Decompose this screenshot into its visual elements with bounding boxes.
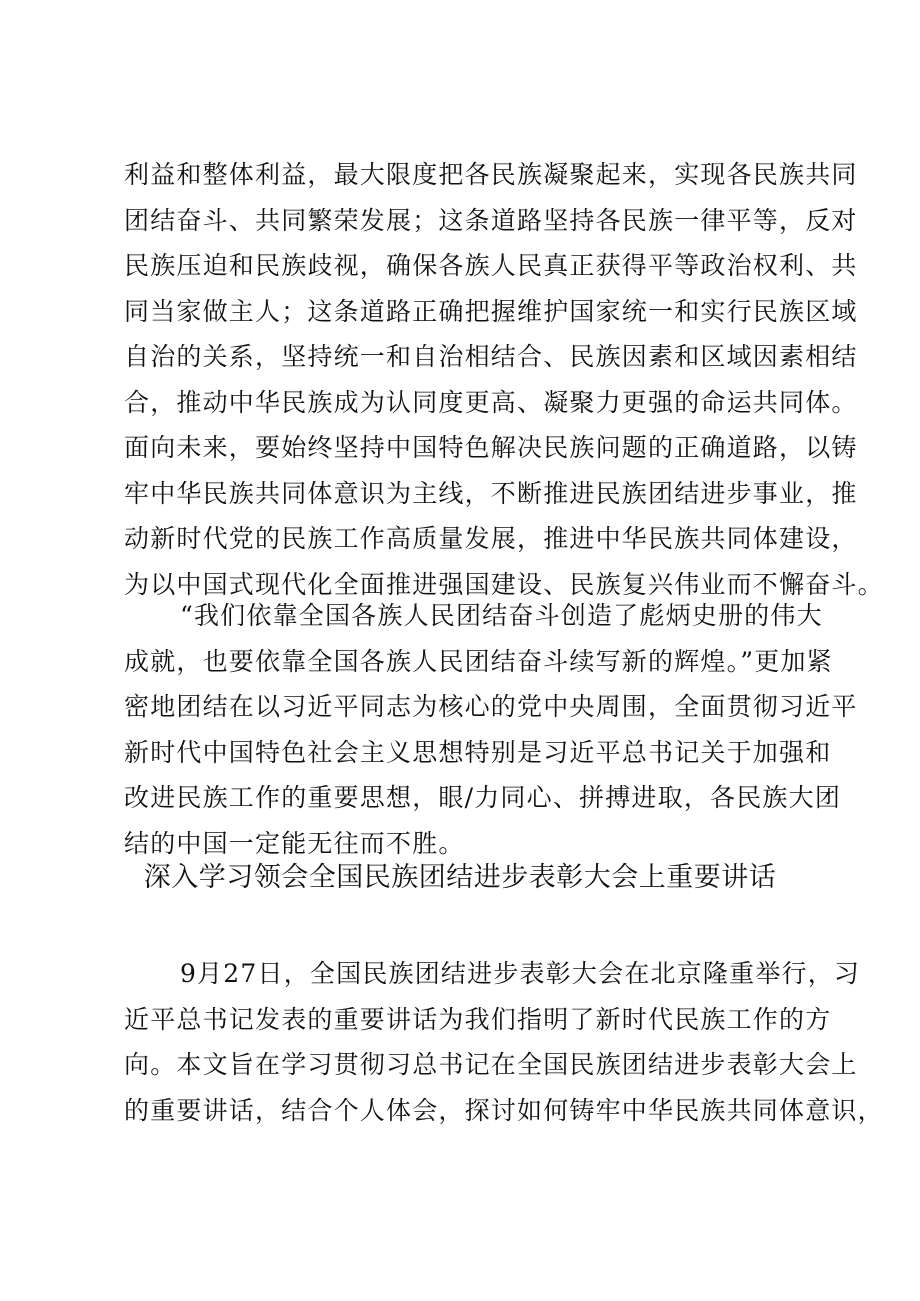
paragraph-line: 牢中华民族共同体意识为主线，不断推进民族团结进步事业，推: [124, 478, 858, 508]
paragraph-line: 为以中国式现代化全面推进强国建设、民族复兴伟业而不懈奋斗。: [124, 569, 884, 599]
paragraph-1: [124, 152, 884, 607]
paragraph-2: [124, 593, 858, 866]
section-heading: 深入学习领会全国民族团结进步表彰大会上重要讲话: [143, 862, 777, 893]
paragraph-line: 民族压迫和民族歧视，确保各族人民真正获得平等政治权利、共: [124, 251, 858, 280]
paragraph-line: 的重要讲话，结合个人体会，探讨如何铸牢中华民族共同体意识，: [124, 1095, 884, 1125]
paragraph-line: 面向未来，要始终坚持中国特色解决民族问题的正确道路，以铸: [124, 433, 858, 462]
paragraph-line: 向。本文旨在学习贯彻习总书记在全国民族团结进步表彰大会上: [124, 1050, 858, 1079]
paragraph-line: “我们依靠全国各族人民团结奋斗创造了彪炳史册的伟大: [180, 601, 823, 630]
paragraph-line: 成就，也要依靠全国各族人民团结奋斗续写新的辉煌。”更加紧: [124, 646, 833, 676]
paragraph-line: 同当家做主人；这条道路正确把握维护国家统一和实行民族区域: [124, 296, 858, 326]
paragraph-line: 新时代中国特色社会主义思想特别是习近平总书记关于加强和: [124, 737, 832, 767]
paragraph-line: 合，推动中华民族成为认同度更高、凝聚力更强的命运共同体。: [124, 387, 858, 417]
paragraph-line: 9月27日，全国民族团结进步表彰大会在北京隆重举行，习: [180, 959, 861, 988]
paragraph-line: 近平总书记发表的重要讲话为我们指明了新时代民族工作的方: [124, 1004, 832, 1034]
paragraph-line: 团结奋斗、共同繁荣发展；这条道路坚持各民族一律平等，反对: [124, 205, 858, 235]
paragraph-3: [124, 951, 884, 1133]
paragraph-line: 动新时代党的民族工作高质量发展，推进中华民族共同体建设，: [124, 524, 858, 553]
paragraph-line: 自治的关系，坚持统一和自治相结合、民族因素和区域因素相结: [124, 342, 858, 371]
paragraph-line: 改进民族工作的重要思想，眼/力同心、拼搏进取，各民族大团: [124, 783, 842, 812]
paragraph-line: 利益和整体利益，最大限度把各民族凝聚起来，实现各民族共同: [124, 160, 858, 189]
paragraph-line: 密地团结在以习近平同志为核心的党中央周围，全面贯彻习近平: [124, 692, 858, 721]
paragraph-line: 结的中国一定能无往而不胜。: [124, 828, 465, 858]
